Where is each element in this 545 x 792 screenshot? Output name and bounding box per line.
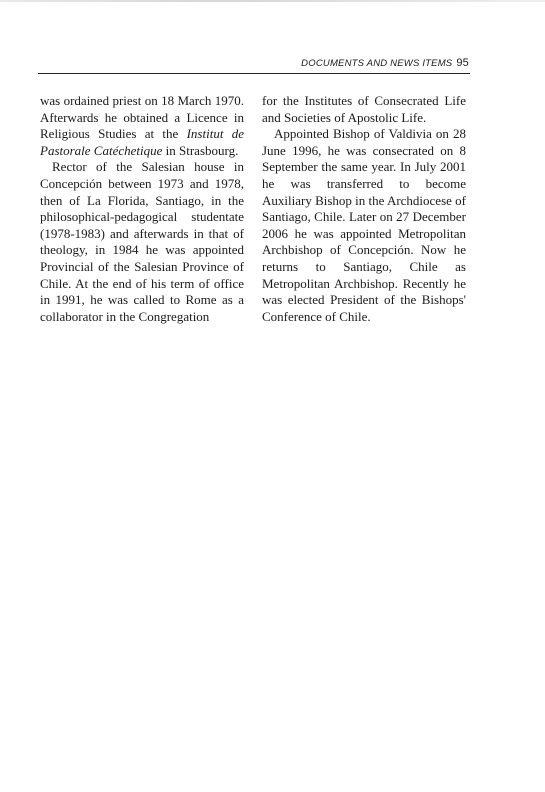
left-column (40, 93, 244, 325)
right-column (262, 93, 466, 325)
left-paragraph-2: Rector of the Salesian house in Concepción between 1973 and 1978, then of La Florida, Santiago, in the philosophical-pedagogical studentate (1978-1983) and afterwards in that of theology, in 1984 he was appointed Provincial of the Salesian Province of Chile. At the end of his term of office in 1991, he was called to Rome as a collaborator in the Congregation (40, 159, 244, 324)
institute-name-italic: Institut de Pastorale Catéchetique (40, 126, 244, 158)
left-paragraph-1-text-a: was ordained priest on 18 March 1970. Afterwards he obtained a Licence in Religious Studies at the (40, 93, 244, 142)
left-paragraph-1 (40, 93, 244, 159)
right-paragraph-2: Appointed Bishop of Valdivia on 28 June 1996, he was consecrated on 8 September the same year. In July 2001 he was transferred to become Auxiliary Bishop in the Archdiocese of Santiago, Chile. Later on 27 December 2006 he was appointed Metropolitan Archbishop of Concepción. Now he returns to Santiago, Chile as Metropolitan Archbishop. Recently he was elected President of the Bishops' Conference of Chile. (262, 126, 466, 324)
page-number: 95 (456, 57, 469, 69)
running-title: DOCUMENTS AND NEWS ITEMS (301, 58, 453, 69)
scan-edge-line (0, 0, 545, 2)
left-paragraph-1-text-b: in Strasbourg. (162, 142, 239, 158)
header-rule (38, 73, 470, 74)
right-paragraph-1: for the Institutes of Consecrated Life and Societies of Apostolic Life. (262, 93, 466, 125)
running-header (40, 57, 469, 69)
